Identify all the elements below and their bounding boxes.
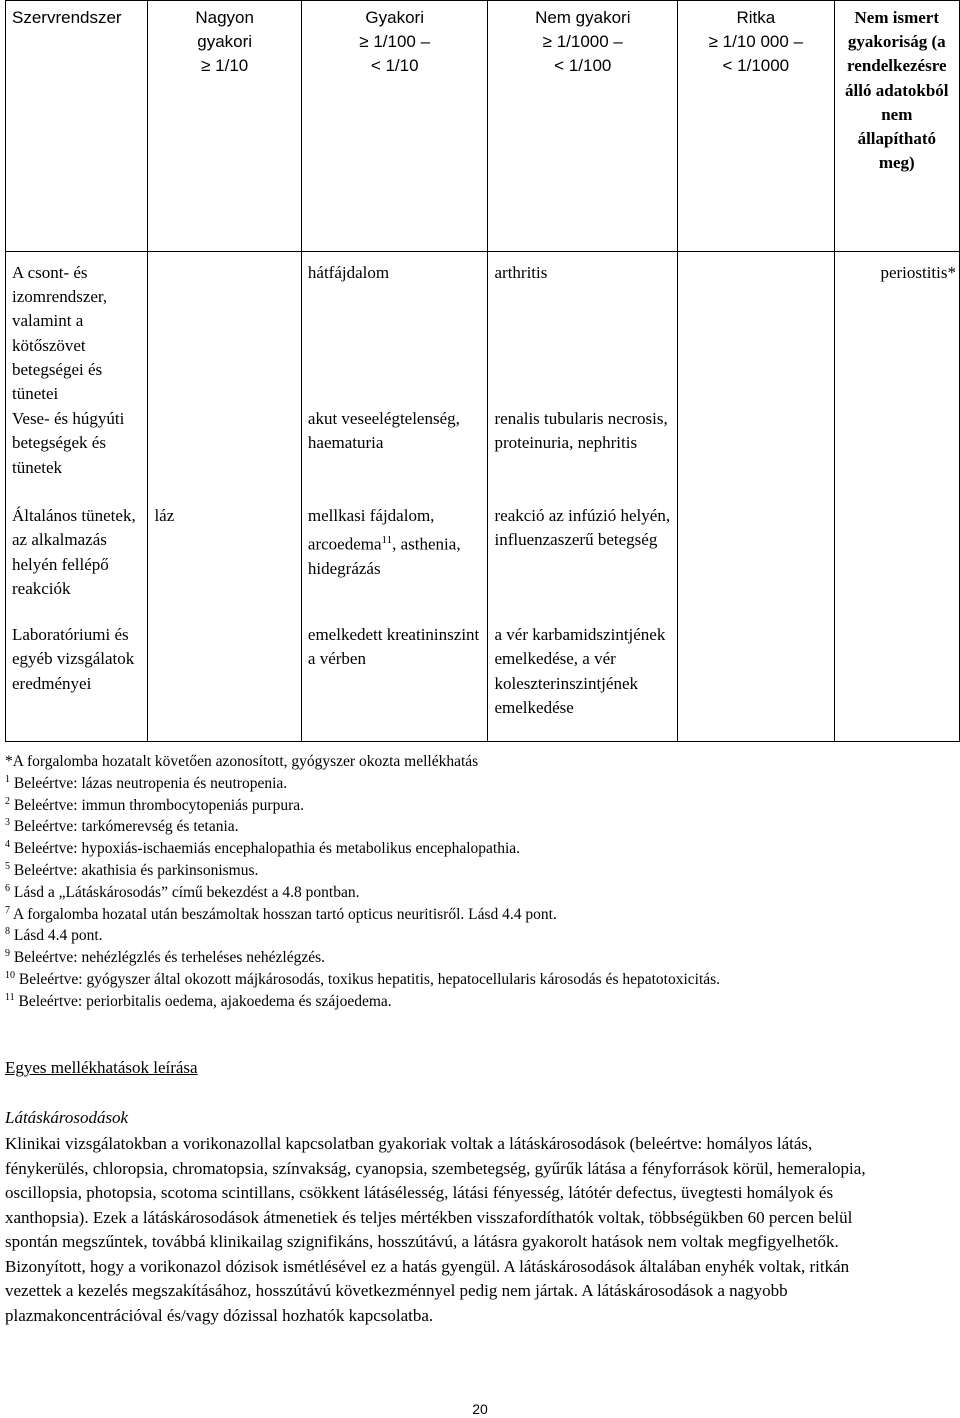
footnote-number: 9: [5, 948, 10, 960]
footnote-number: 6: [5, 882, 10, 894]
cell-very-common: láz: [148, 503, 301, 622]
cell-unknown: [834, 406, 959, 503]
footnote-number: 5: [5, 860, 10, 872]
header-rare-line: Ritka: [736, 8, 776, 27]
footnote-number: 3: [5, 817, 10, 829]
table-row: [6, 622, 960, 742]
footnote-number: 2: [5, 795, 10, 807]
footnote-text: A forgalomba hozatal után beszámoltak hosszan tartó opticus neuritisről. Lásd 4.4 pont.: [13, 905, 557, 923]
footnote-text: Lásd a „Látáskárosodás” című bekezdést a 4.8 pontban.: [13, 883, 360, 901]
table-header-row: [6, 1, 960, 252]
footnote-text: Beleértve: akathisia és parkinsonismus.: [13, 861, 259, 879]
cell-organ: Laboratóriumi és egyéb vizsgálatok eredményei: [6, 622, 148, 742]
cell-rare: [678, 503, 834, 622]
header-organ-class: Szervrendszer: [6, 1, 148, 252]
cell-common: akut veseelégtelenség, haematuria: [301, 406, 488, 503]
section-heading: Egyes mellékhatások leírása: [5, 1058, 198, 1077]
cell-unknown: [834, 503, 959, 622]
cell-common-text: mellkasi fájdalom, arcoedema: [307, 506, 435, 555]
footnote: [5, 882, 955, 904]
footnotes: [5, 751, 955, 1013]
table-row: [6, 406, 960, 503]
header-common: [301, 1, 488, 252]
footnote-number: 4: [5, 839, 10, 851]
footnote-ref: 11: [381, 534, 393, 547]
header-common-range: < 1/10: [370, 56, 419, 76]
footnote-text: Beleértve: periorbitalis oedema, ajakoedema és szájoedema.: [18, 992, 392, 1010]
cell-organ: A csont- és izomrendszer, valamint a kötőszövet betegségei és tünetei: [6, 252, 148, 407]
adverse-reactions-table: [5, 0, 960, 742]
page-number: 20: [472, 1401, 488, 1417]
cell-very-common: [148, 406, 301, 503]
cell-common: hátfájdalom: [301, 252, 488, 407]
cell-rare: [678, 252, 834, 407]
footnote: [5, 991, 955, 1013]
cell-rare: [678, 622, 834, 742]
cell-common: emelkedett kreatininszint a vérben: [301, 622, 488, 742]
footnote: [5, 925, 955, 947]
footnote-number: 10: [5, 969, 15, 981]
header-common-range: ≥ 1/100 –: [359, 32, 431, 52]
header-rare-range: < 1/1000: [722, 56, 790, 76]
header-unknown-frequency: Nem ismert gyakoriság (a rendelkezésre álló adatokból nem állapítható meg): [834, 1, 959, 252]
cell-very-common: [148, 622, 301, 742]
cell-unknown: periostitis*: [834, 252, 959, 407]
footnote-number: 7: [5, 904, 10, 916]
footnote: [5, 904, 955, 926]
cell-uncommon: a vér karbamidszintjének emelkedése, a vér koleszterinszintjének emelkedése: [488, 622, 678, 742]
footnote-number: 8: [5, 926, 10, 938]
cell-organ: Vese- és húgyúti betegségek és tünetek: [6, 406, 148, 503]
footnote-number: 1: [5, 773, 10, 785]
footnote: [5, 816, 955, 838]
footnote: [5, 860, 955, 882]
footnote-list: [5, 773, 955, 1013]
header-uncommon-range: ≥ 1/1000 –: [542, 32, 623, 52]
header-very-common-line: gyakori: [197, 32, 253, 52]
subheading: Látáskárosodások: [5, 1108, 129, 1127]
header-very-common-line: Nagyon: [195, 8, 254, 27]
footnote: [5, 838, 955, 860]
cell-very-common: [148, 252, 301, 407]
footnote: [5, 773, 955, 795]
header-uncommon: [488, 1, 678, 252]
header-common-line: Gyakori: [365, 8, 424, 27]
body-paragraph: Klinikai vizsgálatokban a vorikonazollal kapcsolatban gyakoriak voltak a látáskárosodások (beleértve: homályos látás, fénykerülés, chloropsia, chromatopsia, színvakság, cyanopsia, szembetegség, gyűrűk látása a fényforrások körül, hemeralopia, oscillopsia, photopsia, scotoma scintillans, csökkent látásélesség, látási fényesség, látótér defectus, üvegtesti homályok és xanthopsia). Ezek a látáskárosodások átmenetiek és teljes mértékben visszafordíthatók voltak, többségükben 60 percen belül spontán megszűntek, továbbá klinikailag szignifikáns, hosszútávú, a látásra gyakorolt hatások nem voltak megfigyelhetők. Bizonyított, hogy a vorikonazol dózisok ismétlésével ez a hatás gyengül. A látáskárosodások általában enyhék voltak, ritkán vezettek a kezelés megszakításához, hosszútávú következménnyel pedig nem jártak. A látáskárosodások a nagyobb plazmakoncentrációval és/vagy dózissal hozhatók kapcsolatba.: [5, 1134, 866, 1325]
table-row: [6, 252, 960, 407]
cell-uncommon: reakció az infúzió helyén, influenzaszerű betegség: [488, 503, 678, 622]
footnote-text: Beleértve: gyógyszer által okozott májkárosodás, toxikus hepatitis, hepatocellularis károsodás és hepatotoxicitás.: [18, 970, 721, 988]
footnote-star: *A forgalomba hozatalt követően azonosított, gyógyszer okozta mellékhatás: [5, 753, 479, 770]
header-very-common-range: ≥ 1/10: [201, 56, 249, 76]
cell-unknown: [834, 622, 959, 742]
cell-common: [301, 503, 488, 622]
cell-organ: Általános tünetek, az alkalmazás helyén fellépő reakciók: [6, 503, 148, 622]
header-uncommon-range: < 1/100: [554, 56, 612, 76]
footnote-text: Beleértve: nehézlégzlés és terheléses nehézlégzés.: [13, 949, 325, 967]
footnote: [5, 947, 955, 969]
footnote: [5, 969, 955, 991]
header-very-common: [148, 1, 301, 252]
cell-uncommon: renalis tubularis necrosis, proteinuria, nephritis: [488, 406, 678, 503]
footnote: [5, 795, 955, 817]
footnote-text: Lásd 4.4 pont.: [13, 927, 103, 945]
cell-rare: [678, 406, 834, 503]
footnote-number: 11: [5, 991, 15, 1003]
cell-uncommon: arthritis: [488, 252, 678, 407]
footnote-text: Beleértve: hypoxiás-ischaemiás encephalopathia és metabolikus encephalopathia.: [13, 840, 521, 858]
header-uncommon-line: Nem gyakori: [535, 8, 631, 27]
footnote-text: Beleértve: lázas neutropenia és neutropenia.: [13, 774, 288, 792]
table-row: [6, 503, 960, 622]
footnote-text: Beleértve: tarkómerevség és tetania.: [13, 818, 239, 836]
footnote-text: Beleértve: immun thrombocytopeniás purpura.: [13, 796, 304, 814]
header-rare: [678, 1, 834, 252]
cell-common-text: , asthenia, hidegrázás: [307, 535, 461, 579]
header-rare-range: ≥ 1/10 000 –: [708, 32, 804, 52]
